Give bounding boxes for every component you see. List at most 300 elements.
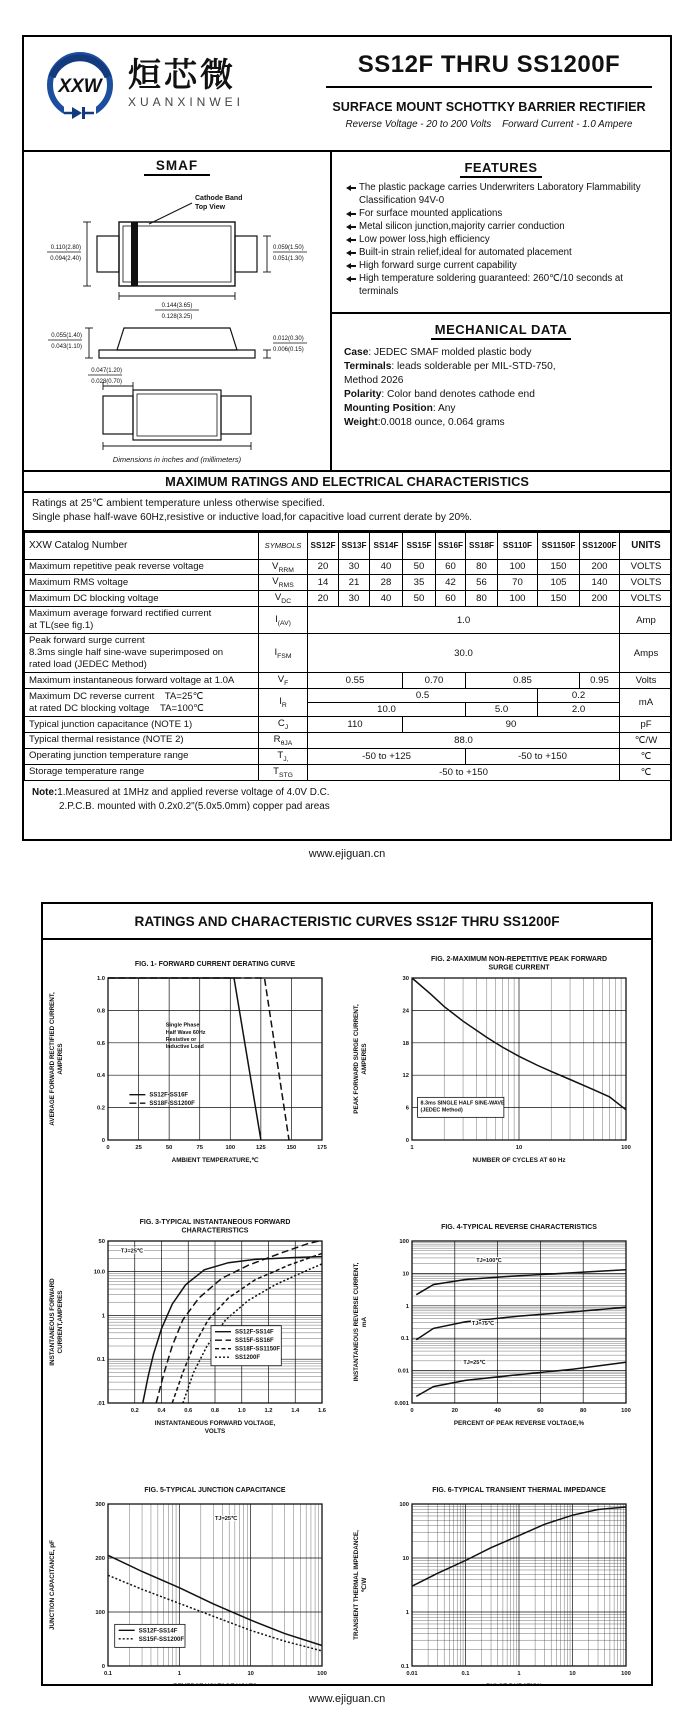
row-unit: pF (620, 717, 673, 733)
fig-4-curve-2 (416, 1307, 626, 1339)
value-cell: 60 (436, 559, 466, 575)
column-header-part-ss12f: SS12F (308, 532, 339, 559)
feature-item-6 (346, 260, 662, 273)
fig-4-y-axis-label: mA (361, 1316, 368, 1328)
column-header-part-ss1200f: SS1200F (580, 532, 620, 559)
fig-5-y-tick: 0 (101, 1664, 105, 1670)
fig-1-x-tick: 150 (286, 1145, 297, 1151)
row-symbol: $R_{\theta JA}$ (259, 732, 308, 748)
mechanical-heading: MECHANICAL DATA (431, 322, 571, 340)
fig-2-y-tick: 12 (402, 1073, 409, 1080)
dim-body-height-min: 0.094(2.40) (50, 256, 81, 262)
ratings-conditions (24, 493, 670, 532)
feature-item-3 (346, 221, 662, 234)
dim-standoff-min: 0.006(0.15) (273, 347, 304, 353)
fig-3-y-tick: 0.1 (96, 1357, 105, 1364)
value-cell: 5.0 (466, 703, 538, 717)
features-section (332, 159, 670, 314)
features-list (332, 182, 670, 298)
fig-2-annotation: 8.3ms SINGLE HALF SINE-WAVE (420, 1100, 505, 1107)
fig-2-y-tick: 18 (402, 1040, 409, 1047)
row-symbol: $T_{STG}$ (259, 764, 308, 780)
fig-6-x-tick: 0.1 (461, 1671, 470, 1677)
fig-1-y-axis-label: AVERAGE FORWARD RECTIFIED CURRENT, (49, 992, 56, 1126)
fig-1-x-tick: 125 (256, 1145, 266, 1151)
fig-5-y-tick: 300 (95, 1502, 105, 1508)
fig-4-x-tick: 0 (410, 1408, 414, 1414)
fig-1-y-tick: 1.0 (96, 976, 105, 982)
fig-4-y-tick: 100 (399, 1239, 409, 1245)
mechanical-line-3: Method 2026 (344, 375, 404, 387)
fig-4-x-tick: 40 (494, 1408, 501, 1414)
fig-1-x-tick: 25 (135, 1145, 142, 1151)
row-unit: ℃ (620, 764, 673, 780)
fig-6-x-tick: 10 (569, 1671, 576, 1677)
row-label: Maximum instantaneous forward voltage at 1.0A (25, 673, 259, 689)
fig-4-chart (350, 1215, 648, 1465)
row-symbol: $I_R$ (259, 689, 308, 717)
table-row (25, 764, 673, 780)
row-label: Storage temperature range (25, 764, 259, 780)
fig-3-legend-label: SS15F-SS16F (235, 1338, 274, 1345)
fig-3-legend-label: SS18F-SS1150F (235, 1346, 281, 1353)
row-label: Operating junction temperature range (25, 748, 259, 764)
fig-2-x-axis-label: NUMBER OF CYCLES AT 60 Hz (472, 1157, 566, 1164)
row-unit: ℃/W (620, 732, 673, 748)
dimensions-note: Dimensions in inches and (millimeters) (112, 455, 242, 464)
value-cell: 150 (538, 559, 580, 575)
ratings-table (24, 532, 672, 781)
fig-4-curve-3 (416, 1362, 626, 1396)
fig-3-x-axis-label: INSTANTANEOUS FORWARD VOLTAGE, (154, 1420, 276, 1427)
fig-4-title: FIG. 4-TYPICAL REVERSE CHARACTERISTICS (441, 1224, 597, 1231)
fig-1-annotation: Single Phase (165, 1022, 200, 1029)
row-unit: VOLTS (620, 559, 673, 575)
value-cell: 0.5 (308, 689, 538, 703)
row-symbol: $I_{(AV)}$ (259, 607, 308, 634)
fig-5-container (46, 1478, 344, 1686)
fig-2-y-tick: 24 (402, 1008, 409, 1015)
row-unit: VOLTS (620, 575, 673, 591)
curves-page-title: RATINGS AND CHARACTERISTIC CURVES SS12F THRU SS1200F (43, 904, 651, 940)
fig-3-y-axis-label: CURRENT,AMPERES (57, 1290, 64, 1354)
mechanical-line-2: Terminals: leads solderable per MIL-STD-750, (344, 361, 556, 373)
fig-6-y-axis-label: ℃/W (361, 1577, 368, 1593)
fig-3-x-tick: 1.4 (291, 1408, 300, 1414)
value-cell: 14 (308, 575, 339, 591)
mechanical-line-5: Mounting Position: Any (344, 403, 456, 415)
value-cell: 0.55 (308, 673, 403, 689)
fig-6-x-tick: 0.01 (406, 1671, 418, 1677)
fig-6-chart (350, 1478, 648, 1686)
fig-3-x-tick: 0.2 (130, 1408, 139, 1414)
row-label: Typical thermal resistance (NOTE 2) (25, 732, 259, 748)
value-cell: 20 (308, 591, 339, 607)
fig-6-x-axis-label (482, 1683, 556, 1686)
value-cell: 1.0 (308, 607, 620, 634)
fig-3-x-tick: 1.2 (264, 1408, 273, 1414)
arrow-bullet-icon (346, 263, 357, 269)
fig-6-y-tick: 100 (399, 1502, 409, 1508)
dim-side-height-max: 0.055(1.40) (51, 333, 82, 339)
fig-5-y-tick: 200 (95, 1556, 105, 1562)
fig-3-x-tick: 1.0 (237, 1408, 246, 1414)
fig-5-x-tick: 10 (247, 1671, 254, 1677)
fig-5-curve-label: TJ=25℃ (215, 1516, 238, 1523)
fig-2-y-axis-label: PEAK FORWARD SURGE CURRENT, (353, 1004, 360, 1114)
fig-3-x-tick: 0.6 (184, 1408, 193, 1414)
fig-1-legend-label: SS12F-SS16F (149, 1092, 189, 1099)
dim-tab-width-max: 0.059(1.50) (273, 245, 304, 251)
column-header-part-ss110f: SS110F (498, 532, 538, 559)
fig-6-x-tick: 100 (621, 1671, 631, 1677)
fig-3-chart (46, 1215, 344, 1465)
arrow-bullet-icon (346, 276, 357, 282)
value-cell: 0.95 (580, 673, 620, 689)
fig-2-container (350, 952, 648, 1207)
value-cell: 140 (580, 575, 620, 591)
fig-2-y-tick: 6 (405, 1105, 409, 1112)
callout-top-view: Top View (195, 204, 226, 211)
fig-1-container (46, 952, 344, 1207)
column-header-part-ss14f: SS14F (370, 532, 403, 559)
row-symbol: $I_{FSM}$ (259, 634, 308, 673)
plot-frame (412, 1241, 626, 1403)
value-cell: 70 (498, 575, 538, 591)
ratings-section-header: MAXIMUM RATINGS AND ELECTRICAL CHARACTERISTICS (24, 470, 670, 493)
fig-4-curve-label: TJ=75℃ (471, 1321, 495, 1328)
fig-1-y-tick: 0.6 (96, 1040, 105, 1047)
value-cell: 90 (403, 717, 620, 733)
fig-3-curve-label: TJ=25℃ (120, 1248, 144, 1255)
package-name: SMAF (144, 158, 210, 176)
row-label: Maximum RMS voltage (25, 575, 259, 591)
dim-standoff-max: 0.012(0.30) (273, 336, 304, 342)
fig-4-container (350, 1215, 648, 1470)
dim-side-height-min: 0.043(1.10) (51, 344, 82, 350)
value-cell: 200 (580, 591, 620, 607)
value-cell: 20 (308, 559, 339, 575)
value-cell: 30.0 (308, 634, 620, 673)
fig-1-y-tick: 0.2 (96, 1105, 105, 1112)
fig-5-y-tick: 100 (95, 1610, 105, 1616)
value-cell: 10.0 (308, 703, 466, 717)
fig-4-y-tick: 1 (405, 1303, 409, 1310)
package-outline-drawing (27, 176, 327, 452)
dim-body-width-min: 0.128(3.25) (161, 314, 193, 320)
fig-4-x-tick: 20 (451, 1408, 459, 1414)
row-symbol: $V_{RMS}$ (259, 575, 308, 591)
feature-item-4 (346, 234, 662, 247)
feature-text: High forward surge current capability (359, 260, 517, 272)
logo-icon (38, 47, 122, 127)
value-cell: 0.2 (538, 689, 620, 703)
fig-3-container (46, 1215, 344, 1470)
value-cell: 30 (339, 559, 370, 575)
mechanical-line-1: Case: JEDEC SMAF molded plastic body (344, 347, 532, 358)
tagline: Reverse Voltage - 20 to 200 Volts Forward Current - 1.0 Ampere (345, 119, 633, 130)
value-cell: 30 (339, 591, 370, 607)
brand-name-chinese: 烜芯微 (128, 56, 236, 93)
row-unit: VOLTS (620, 591, 673, 607)
fig-1-x-tick: 100 (225, 1145, 236, 1151)
feature-item-2 (346, 208, 662, 221)
feature-text: Built-in strain relief,ideal for automated placement (359, 247, 572, 259)
dim-body-width-max: 0.144(3.65) (161, 303, 193, 309)
table-row (25, 717, 673, 733)
fig-1-legend-label: SS18F-SS1200F (149, 1101, 195, 1108)
fig-4-y-tick: 0.01 (397, 1368, 409, 1375)
package-drawing-panel (24, 152, 332, 470)
arrow-bullet-icon (346, 224, 357, 230)
row-label: Maximum average forward rectified current at TL(see fig.1) (25, 607, 259, 634)
website-url-2: www.ejiguan.cn (308, 1693, 386, 1705)
fig-4-x-tick: 80 (579, 1408, 587, 1414)
row-label: Maximum repetitive peak reverse voltage (25, 559, 259, 575)
fig-3-x-axis-label: VOLTS (204, 1428, 226, 1435)
fig-2-title: FIG. 2-MAXIMUM NON-REPETITIVE PEAK FORWARD (430, 956, 608, 963)
fig-3-y-tick: .01 (96, 1401, 105, 1407)
row-symbol: $V_{RRM}$ (259, 559, 308, 575)
value-cell: 105 (538, 575, 580, 591)
fig-2-annotation: (JEDEC Method) (420, 1107, 463, 1114)
fig-6-container (350, 1478, 648, 1686)
column-header-part-ss18f: SS18F (466, 532, 498, 559)
fig-4-x-axis-label: PERCENT OF PEAK REVERSE VOLTAGE,% (453, 1420, 585, 1427)
fig-5-x-axis-label (173, 1683, 257, 1686)
fig-2-x-tick: 10 (515, 1145, 523, 1151)
fig-5-title: FIG. 5-TYPICAL JUNCTION CAPACITANCE (144, 1487, 286, 1494)
feature-item-5 (346, 247, 662, 260)
fig-5-x-tick: 100 (317, 1671, 327, 1677)
fig-5-chart (46, 1478, 344, 1686)
value-cell: 88.0 (308, 732, 620, 748)
fig-3-title: FIG. 3-TYPICAL INSTANTANEOUS FORWARD (139, 1219, 291, 1226)
feature-text: For surface mounted applications (359, 207, 503, 219)
value-cell: 200 (580, 559, 620, 575)
fig-4-x-tick: 100 (621, 1408, 631, 1414)
arrow-bullet-icon (346, 211, 357, 217)
value-cell: 40 (370, 591, 403, 607)
value-cell: -50 to +150 (466, 748, 620, 764)
fig-1-annotation: Resistive or (165, 1037, 197, 1043)
fig-5-legend-label: SS15F-SS1200F (138, 1636, 185, 1643)
table-row (25, 689, 673, 703)
value-cell: 110 (308, 717, 403, 733)
value-cell: 50 (403, 591, 436, 607)
row-label: Typical junction capacitance (NOTE 1) (25, 717, 259, 733)
value-cell: 150 (538, 591, 580, 607)
fig-5-x-tick: 0.1 (103, 1671, 113, 1677)
value-cell: 0.85 (466, 673, 580, 689)
value-cell: 80 (466, 559, 498, 575)
fig-1-y-tick: 0.4 (96, 1073, 105, 1080)
fig-1-annotation: Half Wave 60Hz (165, 1029, 206, 1036)
fig-6-title: FIG. 6-TYPICAL TRANSIENT THERMAL IMPEDANCE (432, 1487, 606, 1494)
row-unit: mA (620, 689, 673, 717)
fig-3-x-tick: 1.6 (317, 1408, 327, 1414)
fig-4-y-tick: 0.1 (400, 1336, 409, 1343)
feature-item-7 (346, 273, 662, 298)
value-cell: 35 (403, 575, 436, 591)
fig-3-y-tick: 50 (98, 1239, 105, 1245)
dim-pad-length-max: 0.047(1.20) (91, 368, 122, 374)
row-unit: Volts (620, 673, 673, 689)
website-url: www.ejiguan.cn (308, 848, 386, 860)
value-cell: 56 (466, 575, 498, 591)
fig-4-curve-label: TJ=100℃ (476, 1258, 502, 1265)
fig-2-title: SURGE CURRENT (488, 964, 550, 972)
column-header-part-ss13f: SS13F (339, 532, 370, 559)
fig-2-chart (350, 952, 648, 1202)
fig-6-y-tick: 1 (405, 1610, 409, 1616)
fig-3-x-tick: 0.4 (157, 1408, 166, 1414)
fig-1-y-tick: 0.8 (96, 1008, 105, 1015)
page-2-curves (41, 902, 653, 1686)
fig-6-y-axis-label: TRANSIENT THERMAL IMPEDANCE, (353, 1530, 360, 1640)
row-symbol: $C_J$ (259, 717, 308, 733)
value-cell: 2.0 (538, 703, 620, 717)
fig-5-x-tick: 1 (177, 1671, 181, 1677)
ratings-condition-2: Single phase half-wave 60Hz,resistive or inductive load,for capacitive load current derate by 20%. (32, 511, 472, 523)
mechanical-line-4: Polarity: Color band denotes cathode end (344, 389, 535, 401)
fig-3-legend-label: SS1200F (235, 1355, 261, 1362)
title-underline (326, 86, 652, 88)
mechanical-line-6: Weight:0.0018 ounce, 0.064 grams (344, 417, 505, 429)
mechanical-data-section (332, 321, 670, 432)
table-row (25, 591, 673, 607)
fig-2-y-tick: 30 (402, 976, 409, 982)
fig-2-x-tick: 100 (621, 1145, 631, 1151)
fig-1-x-tick: 75 (196, 1145, 203, 1151)
fig-4-curve-label: TJ=25℃ (463, 1360, 486, 1367)
note-1: 1.Measured at 1MHz and applied reverse voltage of 4.0V D.C. (57, 786, 330, 798)
note-prefix: Note: (32, 786, 58, 798)
value-cell: 21 (339, 575, 370, 591)
table-notes (24, 781, 670, 819)
fig-2-x-tick: 1 (410, 1145, 414, 1151)
column-header-symbols: SYMBOLS (259, 532, 308, 559)
dim-body-height-max: 0.110(2.80) (50, 245, 81, 251)
fig-3-curve-2 (156, 1241, 319, 1403)
fig-6-y-tick: 0.1 (400, 1664, 409, 1670)
dim-tab-width-min: 0.051(1.30) (273, 256, 304, 262)
figures-grid (43, 940, 651, 1686)
table-row (25, 748, 673, 764)
row-label: Maximum DC blocking voltage (25, 591, 259, 607)
subtitle: SURFACE MOUNT SCHOTTKY BARRIER RECTIFIER (332, 100, 646, 114)
value-cell: 100 (498, 591, 538, 607)
company-logo (24, 37, 320, 150)
column-header-part-ss15f: SS15F (403, 532, 436, 559)
table-row (25, 673, 673, 689)
value-cell: 0.70 (403, 673, 466, 689)
brand-name-english: XUANXINWEI (128, 95, 245, 110)
fig-1-curve-2 (108, 978, 289, 1140)
fig-3-y-tick: 10.0 (93, 1269, 105, 1276)
fig-1-y-axis-label: AMPERES (57, 1043, 64, 1075)
fig-1-x-axis-label: AMBIENT TEMPERATURE,℃ (171, 1157, 259, 1164)
fig-6-x-tick: 1 (517, 1671, 521, 1677)
fig-6-y-tick: 10 (402, 1556, 409, 1562)
column-header-part-ss16f: SS16F (436, 532, 466, 559)
column-header-units: UNITS (620, 532, 673, 559)
fig-3-x-tick: 0.8 (210, 1408, 220, 1414)
page-1-datasheet (22, 35, 672, 841)
fig-1-chart (46, 952, 344, 1202)
fig-1-annotation: Inductive Load (165, 1044, 204, 1051)
value-cell: 80 (466, 591, 498, 607)
row-symbol: $V_F$ (259, 673, 308, 689)
dim-pad-length-min: 0.028(0.70) (91, 379, 122, 385)
fig-4-y-tick: 0.001 (394, 1401, 409, 1407)
table-row (25, 732, 673, 748)
fig-1-x-tick: 0 (106, 1145, 110, 1151)
value-cell: -50 to +125 (308, 748, 466, 764)
column-header-catalog: XXW Catalog Number (25, 532, 259, 559)
value-cell: 42 (436, 575, 466, 591)
fig-3-legend-label: SS12F-SS14F (235, 1329, 274, 1336)
feature-item-1 (346, 182, 662, 207)
fig-1-y-tick: 0 (101, 1138, 105, 1144)
fig-5-legend-label: SS12F-SS14F (138, 1628, 178, 1635)
feature-text: Metal silicon junction,majority carrier conduction (359, 220, 565, 232)
column-header-part-ss1150f: SS1150F (538, 532, 580, 559)
fig-3-y-axis-label: INSTANTANEOUS FORWARD (49, 1278, 56, 1366)
table-row (25, 575, 673, 591)
callout-cathode-band: Cathode Band (195, 195, 243, 202)
feature-text: High temperature soldering guaranteed: 260℃/10 seconds at terminals (359, 273, 623, 297)
features-heading: FEATURES (460, 160, 541, 178)
table-row (25, 559, 673, 575)
row-symbol: $T_{J,}$ (259, 748, 308, 764)
fig-4-y-tick: 10 (402, 1271, 409, 1278)
arrow-bullet-icon (346, 250, 357, 256)
table-row (25, 607, 673, 634)
row-unit: Amp (620, 607, 673, 634)
value-cell: 50 (403, 559, 436, 575)
mechanical-lines (332, 344, 670, 432)
note-2: 2.P.C.B. mounted with 0.2x0.2"(5.0x5.0mm) copper pad areas (59, 800, 330, 812)
fig-2-y-axis-label: AMPERES (361, 1043, 368, 1075)
fig-1-x-tick: 175 (317, 1145, 327, 1151)
page-title: SS12F THRU SS1200F (357, 51, 621, 78)
fig-3-y-tick: 1 (101, 1313, 105, 1320)
fig-5-y-axis-label: JUNCTION CAPACITANCE, pF (49, 1539, 56, 1631)
table-row (25, 634, 673, 673)
header (24, 37, 670, 152)
row-symbol: $V_{DC}$ (259, 591, 308, 607)
plot-frame (108, 978, 322, 1140)
fig-2-y-tick: 0 (405, 1138, 409, 1144)
title-block (320, 37, 670, 150)
row-label: Peak forward surge current 8.3ms single half sine-wave superimposed on rated load (JEDEC Method) (25, 634, 259, 673)
fig-4-x-tick: 60 (537, 1408, 544, 1414)
arrow-bullet-icon (346, 237, 357, 243)
ratings-condition-1: Ratings at 25℃ ambient temperature unless otherwise specified. (32, 498, 325, 509)
row-label: Maximum DC reverse current TA=25℃ at rated DC blocking voltage TA=100℃ (25, 689, 259, 717)
value-cell: 40 (370, 559, 403, 575)
value-cell: 60 (436, 591, 466, 607)
fig-4-y-axis-label: INSTANTANEOUS REVERSE CURRENT, (353, 1262, 360, 1382)
arrow-bullet-icon (346, 185, 357, 191)
feature-text: The plastic package carries Underwriters Laboratory Flammability Classification 94V-0 (359, 182, 641, 206)
feature-text: Low power loss,high efficiency (359, 233, 490, 245)
value-cell: 100 (498, 559, 538, 575)
fig-1-curve-1 (108, 978, 261, 1140)
fig-1-title: FIG. 1- FORWARD CURRENT DERATING CURVE (134, 961, 296, 968)
row-unit: Amps (620, 634, 673, 673)
